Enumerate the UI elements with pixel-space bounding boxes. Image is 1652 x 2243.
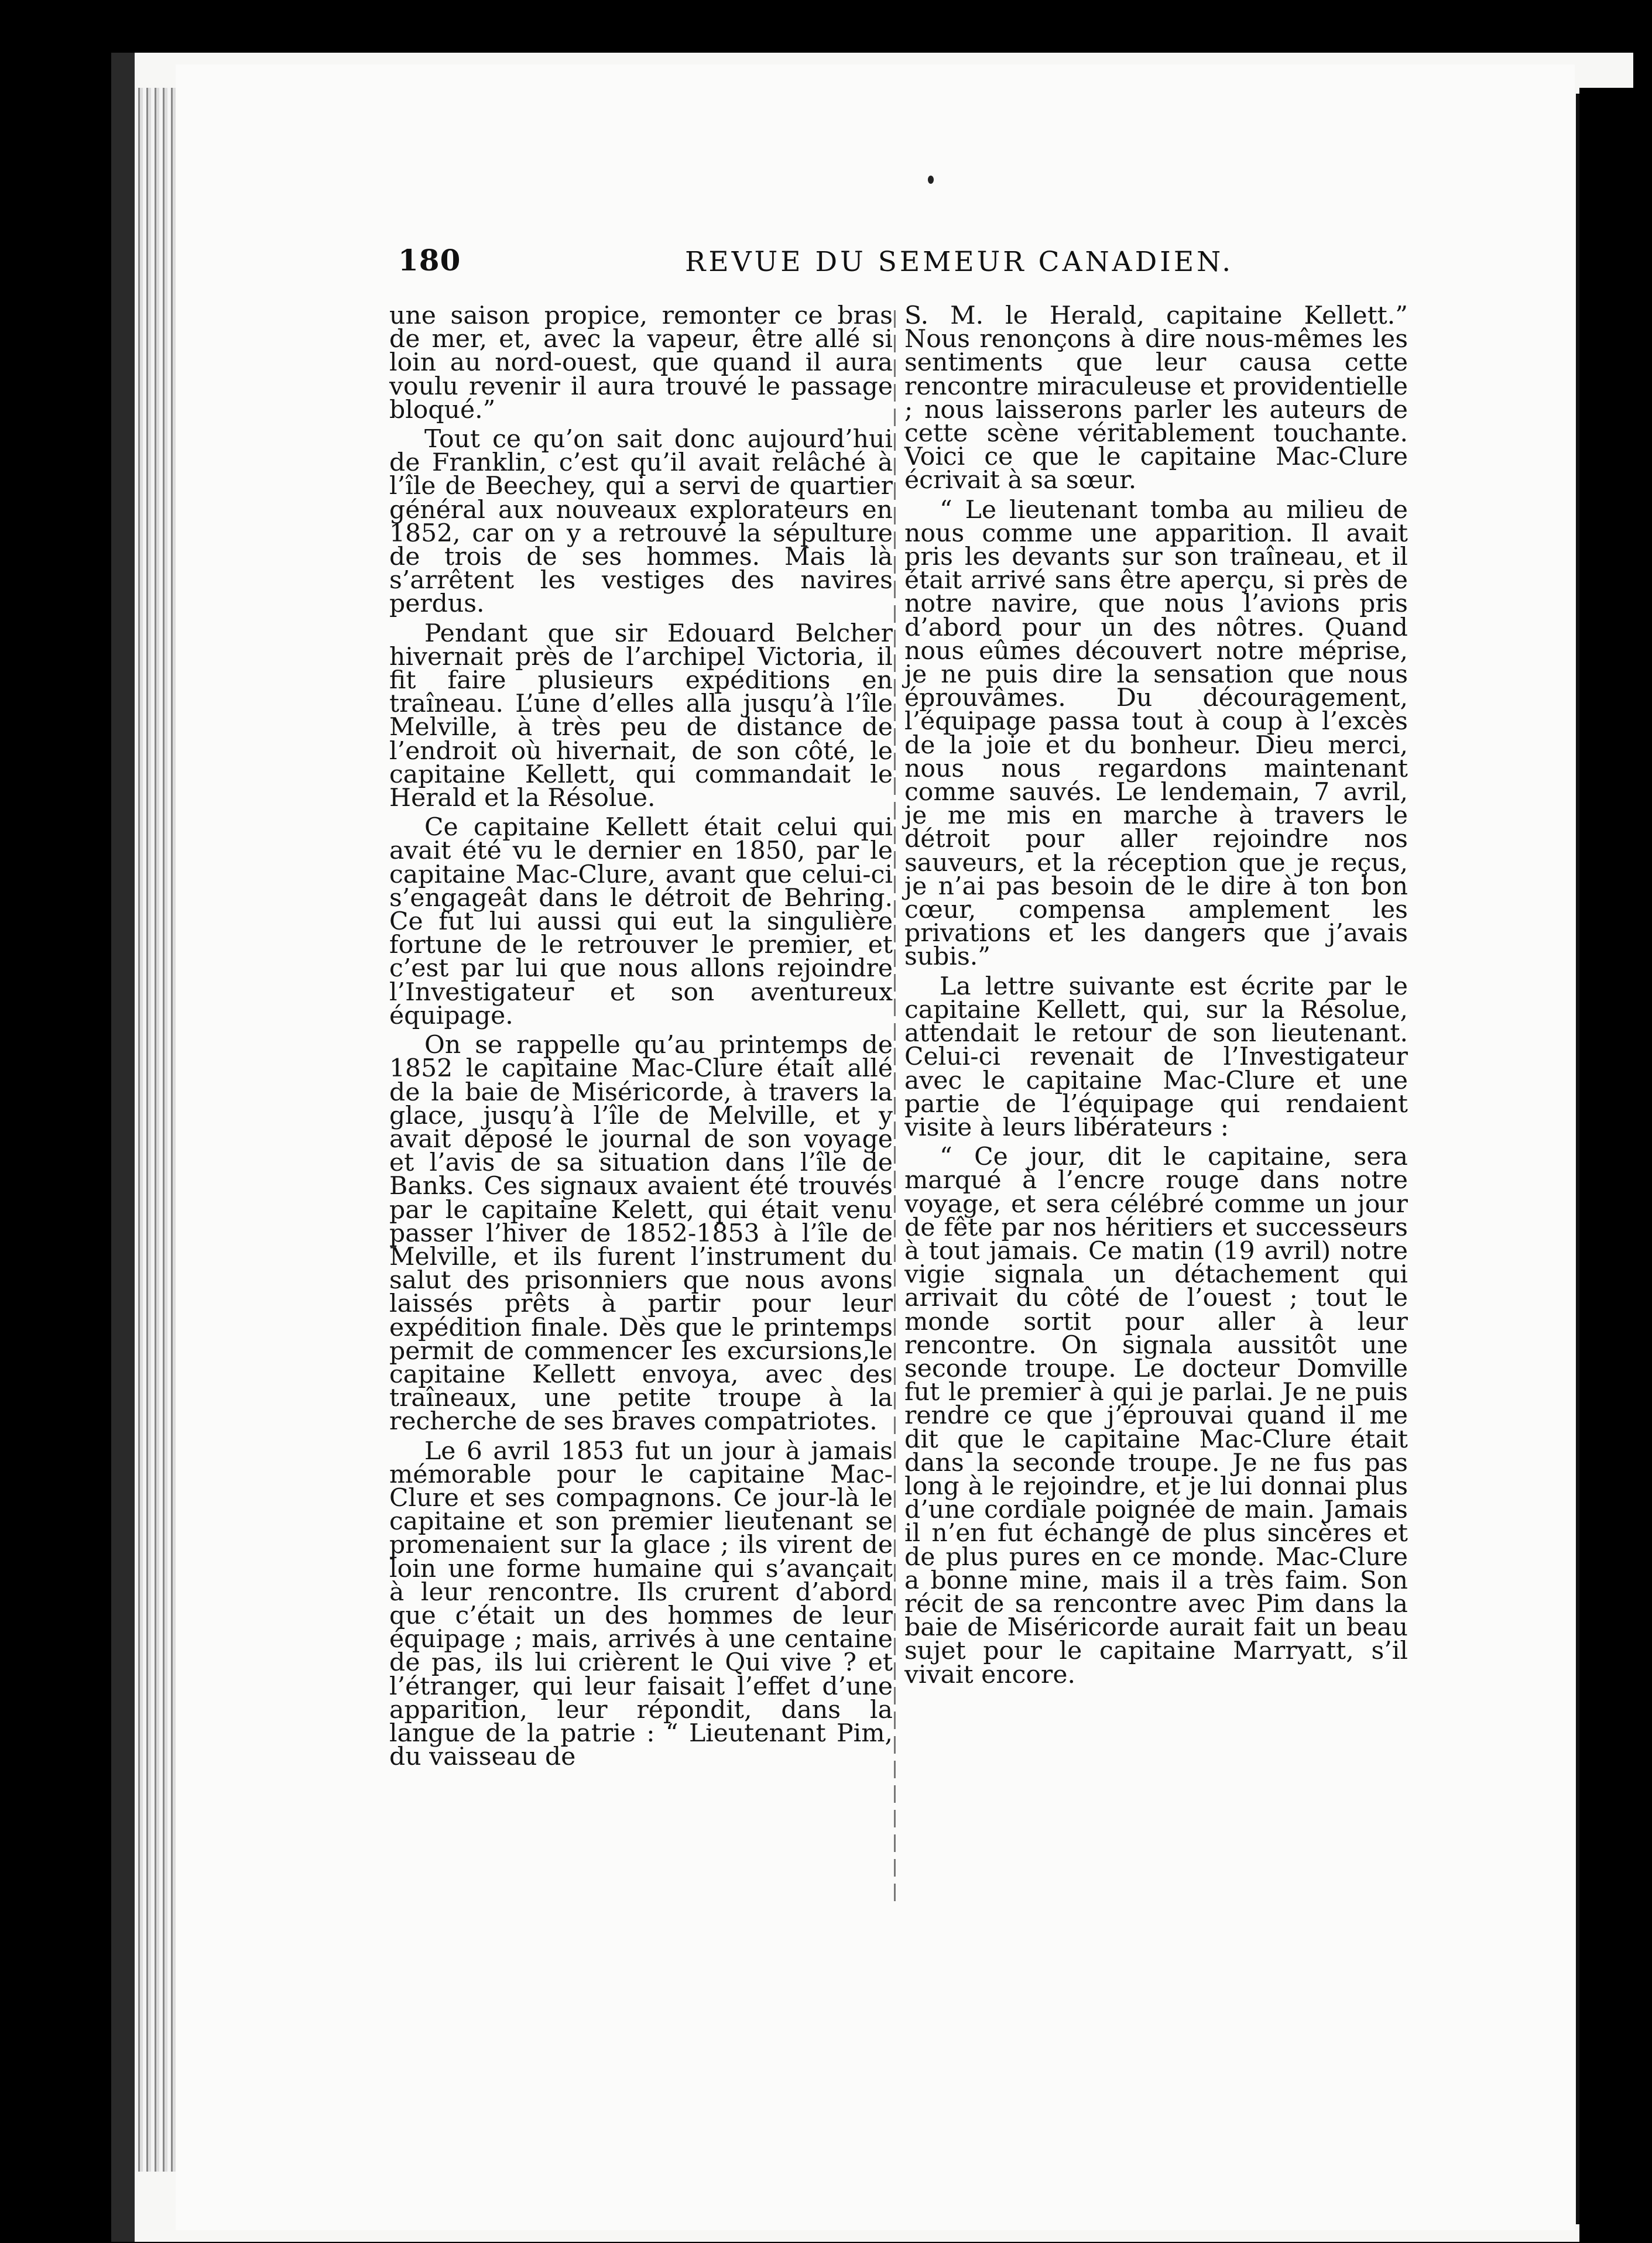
page-number: 180 bbox=[398, 243, 461, 277]
paragraph: “ Ce jour, dit le capitaine, sera marqué à l’encre rouge dans notre voyage, et sera célébré comme un jour de fête par nos héritiers et successeurs à tout jamais. Ce matin (19 avril) notre vigie signala un détachement qui arrivait du côté de l’ouest ; tout le monde sortit pour aller à leur rencontre. On signala aussitôt une seconde troupe. Le docteur Domville fut le premier à qui je parlai. Je ne puis rendre ce que j’éprouvai quand il me dit que le capitaine Mac-Clure était dans la seconde troupe. Je ne fus pas long à le rejoindre, et je lui donnai plus d’une cordiale poignée de main. Jamais il n’en fut échangé de plus sincères et de plus pures en ce monde. Mac-Clure a bonne mine, mais il a très faim. Son récit de sa rencontre avec Pim dans la baie de Miséricorde aurait fait un beau sujet pour le capitaine Marryatt, s’il vivait encore. bbox=[904, 1143, 1408, 1689]
right-column bbox=[904, 301, 1408, 1693]
paragraph: La lettre suivante est écrite par le capitaine Kellett, qui, sur la Résolue, attendait le retour de son lieutenant. Celui-ci revenait de l’Investigateur avec le capitaine Mac-Clure et une partie de l’équipage qui rendaient visite à leurs libérateurs : bbox=[904, 972, 1408, 1142]
page-header bbox=[398, 243, 1234, 290]
paragraph: Pendant que sir Edouard Belcher hivernait près de l’archipel Victoria, il fit faire plusieurs expéditions en traîneau. L’une d’elles alla jusqu’à l’île Melville, à très peu de distance de l’endroit où hivernait, de son côté, le capitaine Kellett, qui commandait le Herald et la Résolue. bbox=[389, 619, 893, 813]
paragraph: Ce capitaine Kellett était celui qui avait été vu le dernier en 1850, par le capitaine Mac-Clure, avant que celui-ci s’engageât dans le détroit de Behring. Ce fut lui aussi qui eut la singulière fortune de le retrouver le premier, et c’est par lui que nous allons rejoindre l’Investigateur et son aventureux équipage. bbox=[389, 813, 893, 1030]
page-edges bbox=[135, 88, 176, 2172]
left-column bbox=[389, 301, 893, 1775]
paragraph: une saison propice, remonter ce bras de mer, et, avec la vapeur, être allé si loin au nord-ouest, que quand il aura voulu revenir il aura trouvé le passage bloqué.” bbox=[389, 301, 893, 424]
scan-border bbox=[1579, 88, 1652, 2243]
column-divider bbox=[894, 310, 896, 1902]
paragraph: Le 6 avril 1853 fut un jour à jamais mémorable pour le capitaine Mac-Clure et ses compagnons. Ce jour-là le capitaine et son premier lieutenant se promenaient sur la glace ; ils virent de loin une forme humaine qui s’avançait à leur rencontre. Ils crurent d’abord que c’était un des hommes de leur équipage ; mais, arrivés à une centaine de pas, ils lui crièrent le Qui vive ? et l’étranger, qui leur faisait l’effet d’une apparition, leur répondit, dans la langue de la patrie : “ Lieutenant Pim, du vaisseau de bbox=[389, 1436, 893, 1772]
running-title: REVUE DU SEMEUR CANADIEN. bbox=[685, 246, 1234, 278]
paragraph: S. M. le Herald, capitaine Kellett.” Nous renonçons à dire nous-mêmes les sentiments que leur causa cette rencontre miraculeuse et providentielle ; nous laisserons parler les auteurs de cette scène véritablement touchante. Voici ce que le capitaine Mac-Clure écrivait à sa sœur. bbox=[904, 301, 1408, 495]
paragraph: Tout ce qu’on sait donc aujourd’hui de Franklin, c’est qu’il avait relâché à l’île de Beechey, qui a servi de quartier général aux nouveaux explorateurs en 1852, car on y a retrouvé la sépulture de trois de ses hommes. Mais là s’arrêtent les vestiges des navires perdus. bbox=[389, 425, 893, 619]
paragraph: “ Le lieutenant tomba au milieu de nous comme une apparition. Il avait pris les devants sur son traîneau, et il était arrivé sans être aperçu, si près de notre navire, que nous l’avions pris d’abord pour un des nôtres. Quand nous eûmes découvert notre méprise, je ne puis dire la sensation que nous éprouvâmes. Du découragement, l’équipage passa tout à coup à l’excès de la joie et du bonheur. Dieu merci, nous nous regardons maintenant comme sauvés. Le lendemain, 7 avril, je me mis en marche à travers le détroit pour aller rejoindre nos sauveurs, et la réception que je reçus, je n’ai pas besoin de le dire à ton bon cœur, compensa amplement les privations et les dangers que j’avais subis.” bbox=[904, 495, 1408, 972]
paragraph: On se rappelle qu’au printemps de 1852 le capitaine Mac-Clure était allé de la baie de Miséricorde, à travers la glace, jusqu’à l’île de Melville, et y avait déposé le journal de son voyage et l’avis de sa situation dans l’île de Banks. Ces signaux avaient été trouvés par le capitaine Kelett, qui était venu passer l’hiver de 1852-1853 à l’île de Melville, et ils furent l’instrument du salut des prisonniers que nous avons laissés prêts à partir pour leur expédition finale. Dès que le printemps permit de commencer les excursions,le capitaine Kellett envoya, avec des traîneaux, une petite troupe à la recherche de ses braves compatriotes. bbox=[389, 1031, 893, 1436]
ink-speck bbox=[928, 176, 934, 184]
